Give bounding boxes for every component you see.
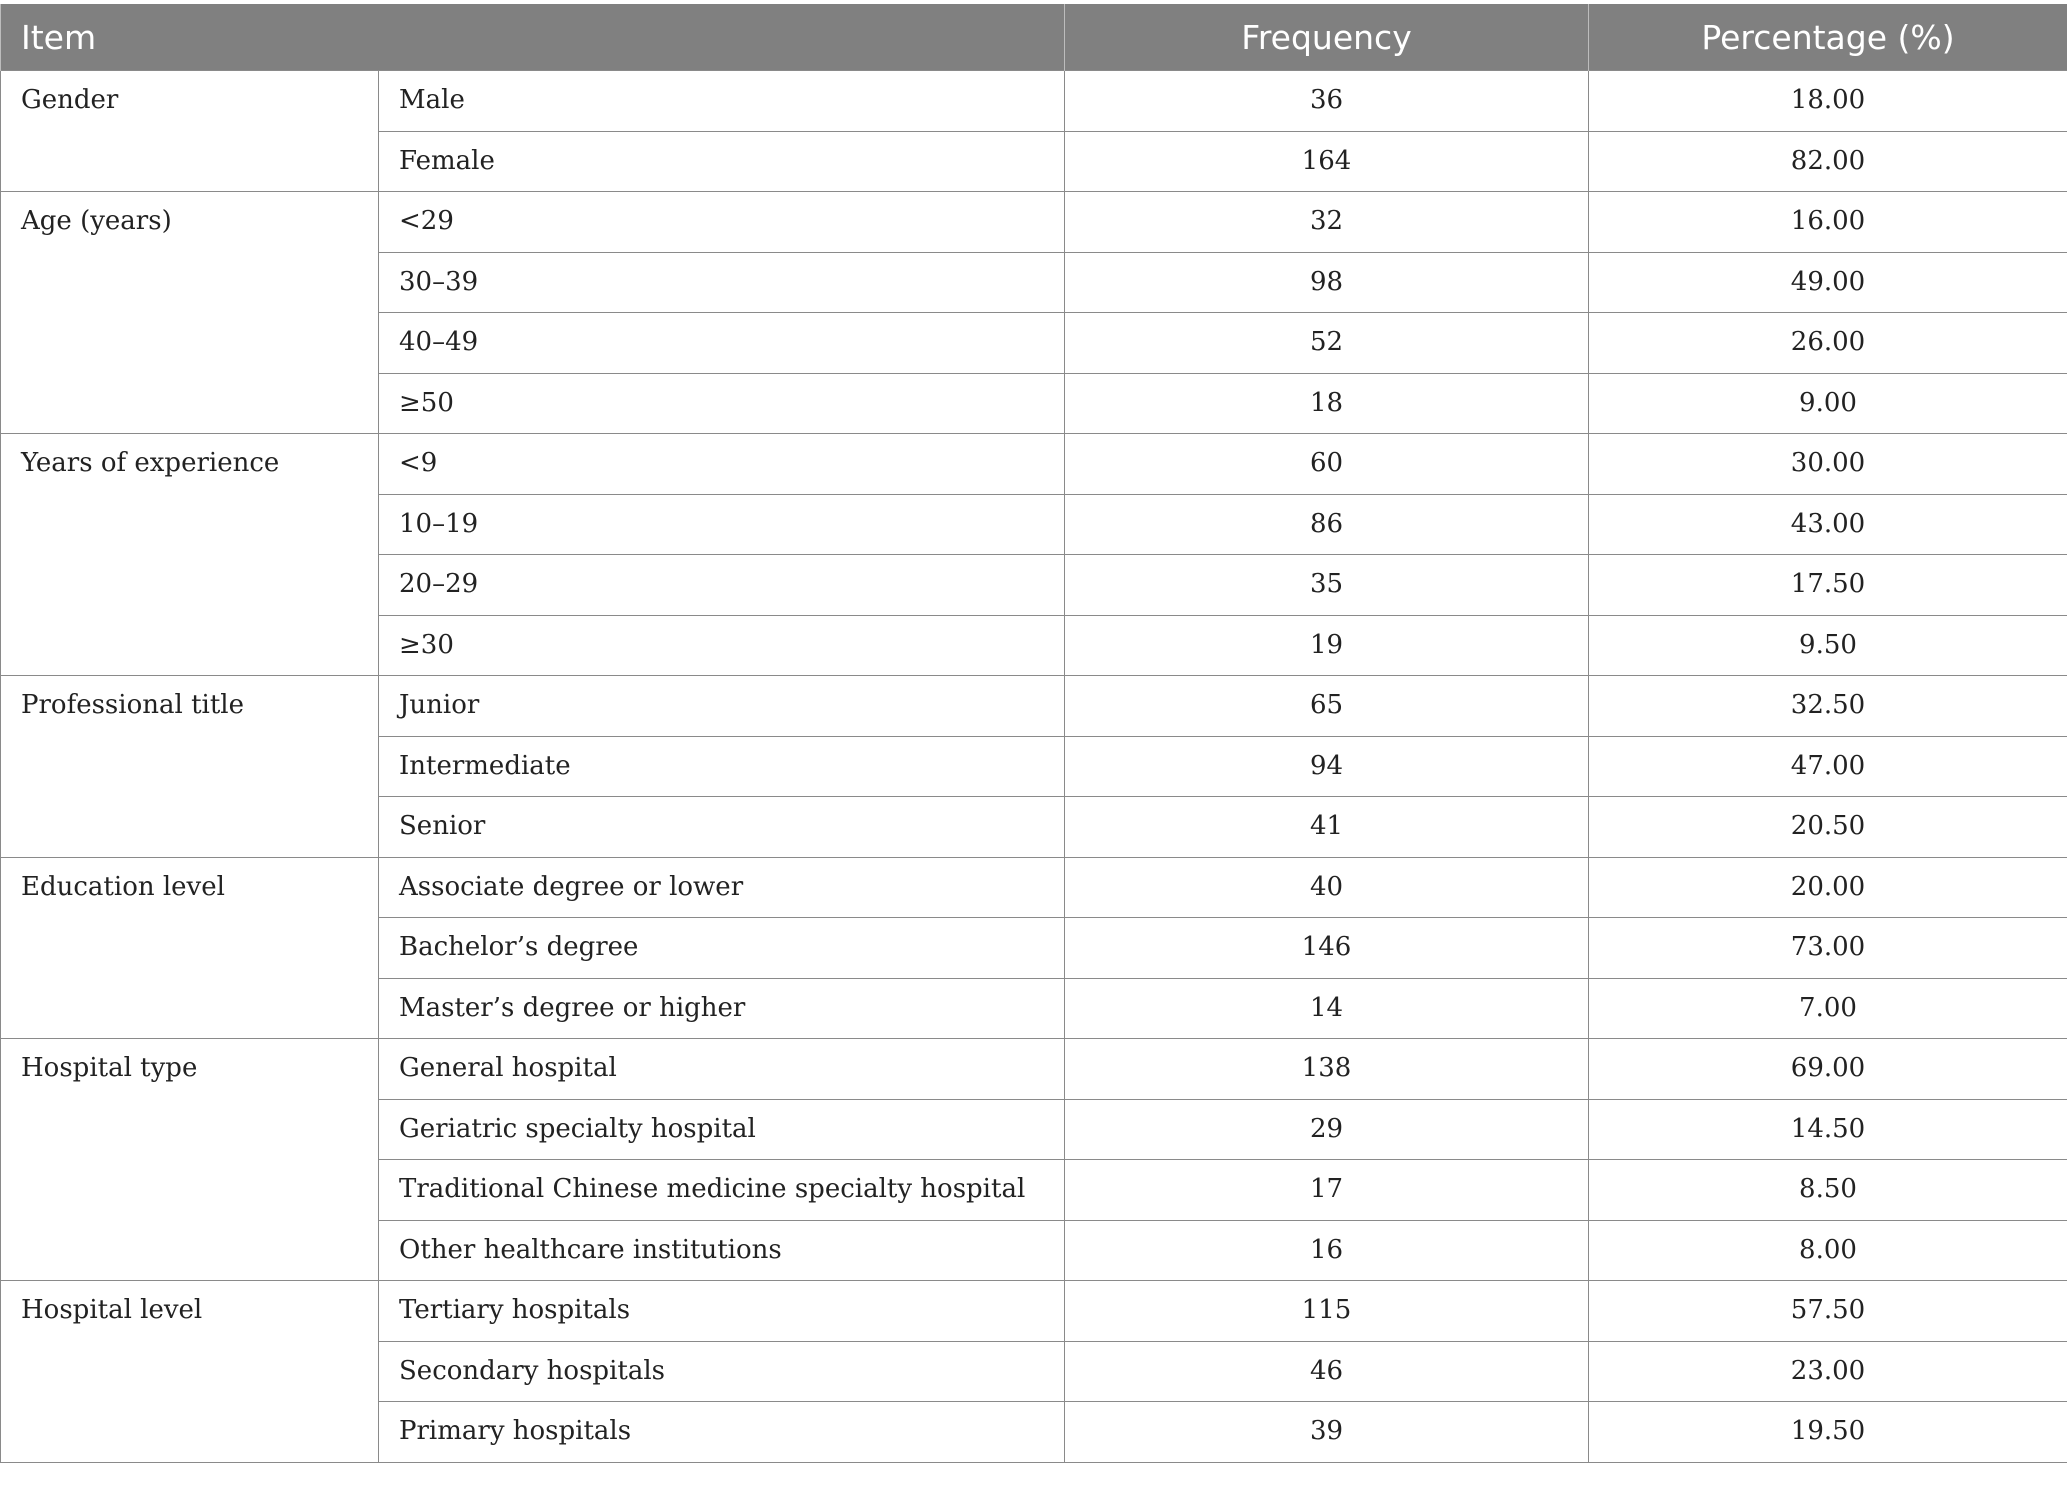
- category-label: General hospital: [379, 1039, 1065, 1100]
- header-frequency: Frequency: [1065, 4, 1589, 71]
- category-label: Associate degree or lower: [379, 857, 1065, 918]
- percentage-cell: 49.00: [1589, 252, 2067, 313]
- percentage-cell: 20.00: [1589, 857, 2067, 918]
- demographics-table: [0, 4, 2067, 1463]
- percentage-cell: 82.00: [1589, 131, 2067, 192]
- group-label: Age (years): [1, 192, 379, 434]
- category-label: Female: [379, 131, 1065, 192]
- frequency-cell: 35: [1065, 555, 1589, 616]
- frequency-cell: 14: [1065, 978, 1589, 1039]
- frequency-cell: 52: [1065, 313, 1589, 374]
- percentage-cell: 18.00: [1589, 71, 2067, 132]
- category-label: Bachelor’s degree: [379, 918, 1065, 979]
- category-label: ≥50: [379, 373, 1065, 434]
- frequency-cell: 94: [1065, 736, 1589, 797]
- table-header-row: [1, 4, 2067, 71]
- category-label: <9: [379, 434, 1065, 495]
- table-body: [1, 71, 2067, 1463]
- table-row: [1, 71, 2067, 132]
- header-item: Item: [1, 4, 1065, 71]
- group-label: Hospital type: [1, 1039, 379, 1281]
- frequency-cell: 16: [1065, 1220, 1589, 1281]
- category-label: ≥30: [379, 615, 1065, 676]
- frequency-cell: 29: [1065, 1099, 1589, 1160]
- percentage-cell: 16.00: [1589, 192, 2067, 253]
- percentage-cell: 17.50: [1589, 555, 2067, 616]
- category-label: Senior: [379, 797, 1065, 858]
- percentage-cell: 32.50: [1589, 676, 2067, 737]
- frequency-cell: 17: [1065, 1160, 1589, 1221]
- frequency-cell: 32: [1065, 192, 1589, 253]
- frequency-cell: 146: [1065, 918, 1589, 979]
- category-label: <29: [379, 192, 1065, 253]
- percentage-cell: 19.50: [1589, 1402, 2067, 1463]
- group-label: Education level: [1, 857, 379, 1039]
- group-label: Years of experience: [1, 434, 379, 676]
- frequency-cell: 164: [1065, 131, 1589, 192]
- group-label: Professional title: [1, 676, 379, 858]
- percentage-cell: 8.00: [1589, 1220, 2067, 1281]
- frequency-cell: 46: [1065, 1341, 1589, 1402]
- table-row: [1, 676, 2067, 737]
- percentage-cell: 69.00: [1589, 1039, 2067, 1100]
- category-label: Secondary hospitals: [379, 1341, 1065, 1402]
- frequency-cell: 41: [1065, 797, 1589, 858]
- group-label: Hospital level: [1, 1281, 379, 1463]
- frequency-cell: 60: [1065, 434, 1589, 495]
- table-row: [1, 192, 2067, 253]
- frequency-cell: 115: [1065, 1281, 1589, 1342]
- header-percentage: Percentage (%): [1589, 4, 2067, 71]
- category-label: 20–29: [379, 555, 1065, 616]
- percentage-cell: 9.00: [1589, 373, 2067, 434]
- percentage-cell: 26.00: [1589, 313, 2067, 374]
- table-row: [1, 434, 2067, 495]
- category-label: Male: [379, 71, 1065, 132]
- category-label: 30–39: [379, 252, 1065, 313]
- category-label: Tertiary hospitals: [379, 1281, 1065, 1342]
- percentage-cell: 20.50: [1589, 797, 2067, 858]
- frequency-cell: 86: [1065, 494, 1589, 555]
- category-label: Geriatric specialty hospital: [379, 1099, 1065, 1160]
- frequency-cell: 18: [1065, 373, 1589, 434]
- category-label: Intermediate: [379, 736, 1065, 797]
- frequency-cell: 39: [1065, 1402, 1589, 1463]
- table-row: [1, 1281, 2067, 1342]
- frequency-cell: 65: [1065, 676, 1589, 737]
- group-label: Gender: [1, 71, 379, 192]
- table-row: [1, 857, 2067, 918]
- percentage-cell: 7.00: [1589, 978, 2067, 1039]
- percentage-cell: 73.00: [1589, 918, 2067, 979]
- demographics-table-container: [0, 4, 2067, 1463]
- category-label: Other healthcare institutions: [379, 1220, 1065, 1281]
- percentage-cell: 57.50: [1589, 1281, 2067, 1342]
- table-row: [1, 1039, 2067, 1100]
- category-label: Junior: [379, 676, 1065, 737]
- percentage-cell: 47.00: [1589, 736, 2067, 797]
- category-label: Traditional Chinese medicine specialty hospital: [379, 1160, 1065, 1221]
- percentage-cell: 9.50: [1589, 615, 2067, 676]
- frequency-cell: 40: [1065, 857, 1589, 918]
- percentage-cell: 43.00: [1589, 494, 2067, 555]
- frequency-cell: 98: [1065, 252, 1589, 313]
- category-label: 40–49: [379, 313, 1065, 374]
- percentage-cell: 8.50: [1589, 1160, 2067, 1221]
- category-label: 10–19: [379, 494, 1065, 555]
- frequency-cell: 36: [1065, 71, 1589, 132]
- category-label: Master’s degree or higher: [379, 978, 1065, 1039]
- category-label: Primary hospitals: [379, 1402, 1065, 1463]
- frequency-cell: 138: [1065, 1039, 1589, 1100]
- frequency-cell: 19: [1065, 615, 1589, 676]
- percentage-cell: 14.50: [1589, 1099, 2067, 1160]
- percentage-cell: 30.00: [1589, 434, 2067, 495]
- percentage-cell: 23.00: [1589, 1341, 2067, 1402]
